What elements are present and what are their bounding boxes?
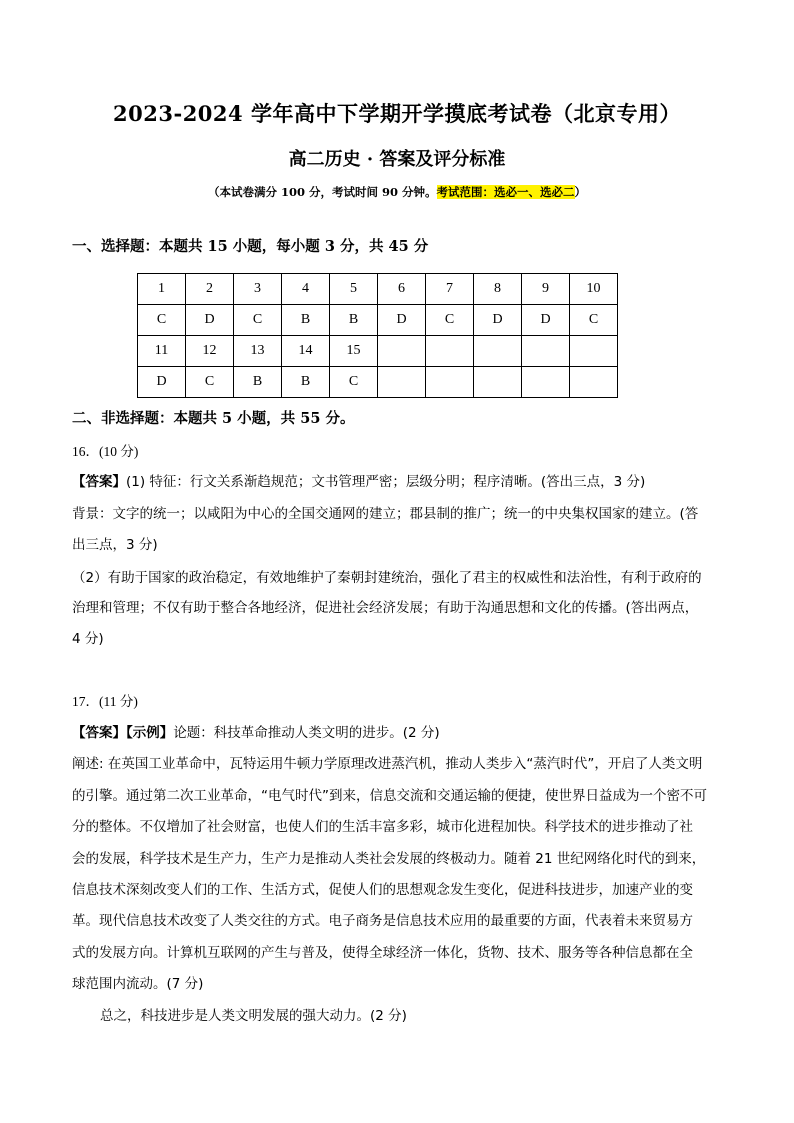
q17-line-3: 分的整体。不仅增加了社会财富，也使人们的生活丰富多彩，城市化进程加快。科学技术的进步推动了社 xyxy=(72,819,693,835)
answer-table-cell: D xyxy=(522,305,570,336)
answer-table-cell: 15 xyxy=(330,336,378,367)
q17-line-7: 式的发展方向。计算机互联网的产生与普及，使得全球经济一体化，货物、技术、服务等各种信息都在全 xyxy=(72,945,693,961)
answer-table-cell: C xyxy=(234,305,282,336)
answer-table-cell: B xyxy=(330,305,378,336)
answer-table-cell: 7 xyxy=(426,274,474,305)
section2-heading: 二、非选择题：本题共 5 小题，共 55 分。 xyxy=(72,410,355,427)
q17-line-1: 阐述: 在英国工业革命中，瓦特运用牛顿力学原理改进蒸汽机，推动人类步入“蒸汽时代”，开启了人类文明 xyxy=(72,756,703,772)
answer-table-cell: 12 xyxy=(186,336,234,367)
q17-line-5: 信息技术深刻改变人们的工作、生活方式，促使人们的思想观念发生变化，促进科技进步，加速产业的变 xyxy=(72,882,693,898)
answer-table-cell: 9 xyxy=(522,274,570,305)
exam-note xyxy=(0,184,794,200)
note-prefix: （本试卷满分 100 分，考试时间 90 分钟。 xyxy=(207,185,437,199)
answer-table-cell: 3 xyxy=(234,274,282,305)
answer-table-cell: 6 xyxy=(378,274,426,305)
answer-table-cell: 13 xyxy=(234,336,282,367)
answer-table-cell xyxy=(522,336,570,367)
answer-table-cell xyxy=(378,336,426,367)
q16-line-6: 4 分) xyxy=(72,631,104,647)
answer-table-cell: D xyxy=(378,305,426,336)
note-suffix: ） xyxy=(574,185,587,199)
q17-thesis-line xyxy=(72,721,440,741)
answer-table xyxy=(137,273,618,398)
q17-answer-tag: 【答案】【示例】 xyxy=(72,725,174,741)
q16-answer-tag: 【答案】 xyxy=(72,474,126,490)
answer-table-cell: 10 xyxy=(570,274,618,305)
answer-table-row xyxy=(138,336,618,367)
answer-table-cell: C xyxy=(138,305,186,336)
answer-table-cell: 1 xyxy=(138,274,186,305)
answer-table-cell: 14 xyxy=(282,336,330,367)
answer-table-cell: B xyxy=(234,367,282,398)
q16-line-4: （2）有助于国家的政治稳定，有效地维护了秦朝封建统治，强化了君主的权威性和法治性，有利于政府的 xyxy=(72,570,702,586)
q17-conclusion: 总之，科技进步是人类文明发展的强大动力。(2 分) xyxy=(100,1008,407,1024)
answer-table-row xyxy=(138,305,618,336)
answer-table-cell: 5 xyxy=(330,274,378,305)
q16-line-3: 出三点，3 分) xyxy=(72,537,158,553)
answer-table-cell: B xyxy=(282,367,330,398)
answer-table-cell xyxy=(474,367,522,398)
q16-line-5: 治理和管理；不仅有助于整合各地经济，促进社会经济发展；有助于沟通思想和文化的传播。(答出两点， xyxy=(72,600,699,616)
q17-number: 17．(11 分) xyxy=(72,694,138,709)
answer-table-cell: D xyxy=(186,305,234,336)
answer-table-cell xyxy=(522,367,570,398)
answer-table-cell: C xyxy=(186,367,234,398)
note-highlight: 考试范围：选必一、选必二 xyxy=(436,185,575,199)
answer-table-cell xyxy=(426,367,474,398)
answer-table-cell: 8 xyxy=(474,274,522,305)
q17-line-8: 球范围内流动。(7 分) xyxy=(72,976,204,992)
q16-line-2: 背景：文字的统一；以咸阳为中心的全国交通网的建立；郡县制的推广；统一的中央集权国家的建立。(答 xyxy=(72,506,699,522)
answer-table-cell: 4 xyxy=(282,274,330,305)
q17-thesis: 论题：科技革命推动人类文明的进步。(2 分) xyxy=(173,725,440,741)
q17-line-4: 会的发展，科学技术是生产力，生产力是推动人类社会发展的终极动力。随着 21 世纪网络化时代的到来， xyxy=(72,851,706,867)
answer-table-cell xyxy=(570,336,618,367)
q16-number: 16．(10 分) xyxy=(72,444,139,459)
answer-table-cell: D xyxy=(474,305,522,336)
answer-table-cell: B xyxy=(282,305,330,336)
answer-table-cell xyxy=(570,367,618,398)
section1-heading: 一、选择题：本题共 15 小题，每小题 3 分，共 45 分 xyxy=(72,238,429,255)
answer-table-cell xyxy=(426,336,474,367)
q16-line-1-text: (1) 特征：行文关系渐趋规范；文书管理严密；层级分明；程序清晰。(答出三点，3 分) xyxy=(126,474,646,490)
answer-table-cell: C xyxy=(426,305,474,336)
answer-table-row xyxy=(138,367,618,398)
q16-line-1 xyxy=(72,470,645,490)
answer-table-cell: C xyxy=(570,305,618,336)
answer-table-cell: D xyxy=(138,367,186,398)
page-title: 2023-2024 学年高中下学期开学摸底考试卷（北京专用） xyxy=(113,101,681,126)
q17-line-2: 的引擎。通过第二次工业革命，“电气时代”到来，信息交流和交通运输的便捷，使世界日益成为一个密不可 xyxy=(72,788,707,804)
answer-table-cell xyxy=(378,367,426,398)
answer-table-cell: 11 xyxy=(138,336,186,367)
answer-table-cell xyxy=(474,336,522,367)
answer-table-cell: 2 xyxy=(186,274,234,305)
answer-table-row xyxy=(138,274,618,305)
q17-line-6: 革。现代信息技术改变了人类交往的方式。电子商务是信息技术应用的最重要的方面，代表着未来贸易方 xyxy=(72,913,693,929)
page-subtitle: 高二历史 · 答案及评分标准 xyxy=(288,149,506,170)
answer-table-cell: C xyxy=(330,367,378,398)
